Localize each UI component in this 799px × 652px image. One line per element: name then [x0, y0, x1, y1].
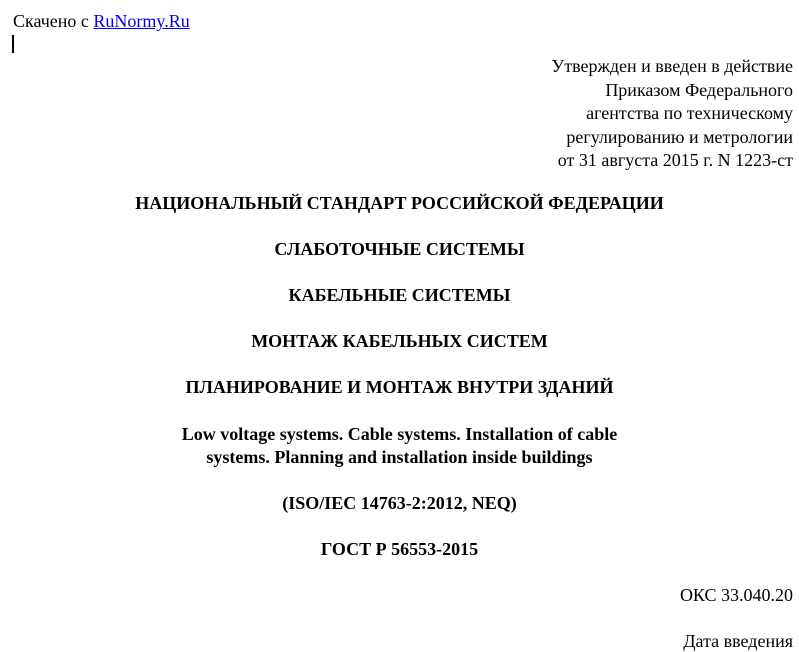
- oks-code: ОКС 33.040.20: [679, 585, 793, 605]
- subtitle-planning: ПЛАНИРОВАНИЕ И МОНТАЖ ВНУТРИ ЗДАНИЙ: [185, 377, 614, 397]
- source-prefix: Скачено с: [13, 11, 94, 31]
- approval-line: Утвержден и введен в действие: [551, 56, 793, 76]
- iso-reference: (ISO/IEC 14763-2:2012, NEQ): [282, 493, 517, 513]
- approval-block: [551, 55, 793, 173]
- approval-line: от 31 августа 2015 г. N 1223-ст: [557, 150, 793, 171]
- approval-line: регулированию и метрологии: [566, 126, 793, 147]
- gost-number: ГОСТ Р 56553-2015: [320, 539, 479, 559]
- source-link[interactable]: RuNormy.Ru: [93, 11, 190, 31]
- intro-date-label: Дата введения: [683, 631, 793, 651]
- approval-line: агентства по техническому: [586, 103, 793, 124]
- subtitle-cable-systems: КАБЕЛЬНЫЕ СИСТЕМЫ: [288, 285, 511, 305]
- source-line: [13, 10, 190, 32]
- english-title-line: systems. Planning and installation inside buildings: [206, 447, 593, 467]
- text-cursor: [12, 35, 14, 53]
- subtitle-low-voltage: СЛАБОТОЧНЫЕ СИСТЕМЫ: [274, 239, 525, 259]
- subtitle-installation: МОНТАЖ КАБЕЛЬНЫХ СИСТЕМ: [251, 331, 548, 351]
- english-title-line: Low voltage systems. Cable systems. Installation of cable: [181, 424, 618, 444]
- national-standard-title: НАЦИОНАЛЬНЫЙ СТАНДАРТ РОССИЙСКОЙ ФЕДЕРАЦИИ: [135, 193, 664, 213]
- approval-line: Приказом Федерального: [605, 79, 793, 100]
